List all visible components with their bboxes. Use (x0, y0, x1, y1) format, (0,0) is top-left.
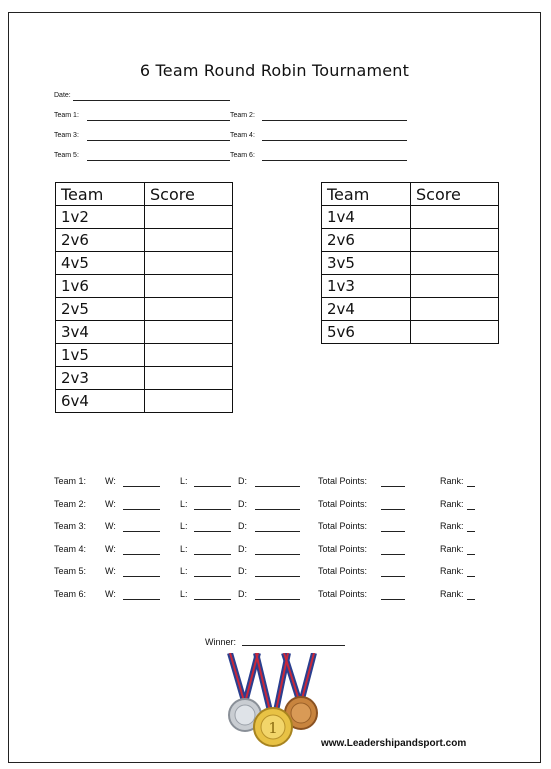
standings-team-label: Team 4: (54, 543, 87, 554)
d-field[interactable] (255, 486, 300, 487)
rank-label: Rank: (440, 566, 464, 576)
team1-label: Team 1: (54, 112, 79, 119)
total-label: Total Points: (318, 498, 368, 509)
l-label: L: (180, 543, 188, 554)
w-field[interactable] (123, 599, 160, 600)
match-row (56, 344, 233, 367)
w-field[interactable] (123, 531, 160, 532)
total-label: Total Points: (318, 543, 368, 554)
column-header-team: Team (56, 183, 145, 206)
score-cell[interactable] (145, 344, 233, 367)
score-cell[interactable] (145, 298, 233, 321)
d-field[interactable] (255, 531, 300, 532)
rank-field[interactable] (467, 509, 475, 510)
w-label: W: (105, 521, 116, 531)
website-link[interactable]: www.Leadershipandsport.com (321, 738, 467, 749)
d-field[interactable] (255, 576, 300, 577)
d-field[interactable] (255, 554, 300, 555)
w-label: W: (105, 588, 116, 599)
d-label: D: (238, 498, 247, 509)
match-label: 5v6 (322, 321, 411, 344)
match-row (56, 367, 233, 390)
medal-number: 1 (268, 719, 278, 737)
total-label: Total Points: (318, 566, 368, 576)
match-row (56, 298, 233, 321)
score-cell[interactable] (145, 390, 233, 413)
rank-label: Rank: (440, 588, 464, 599)
team4-field[interactable] (262, 140, 407, 141)
total-label: Total Points: (318, 476, 368, 486)
schedule-table-right (321, 182, 499, 344)
team1-field[interactable] (87, 120, 230, 121)
schedule-table-left (55, 182, 233, 413)
l-label: L: (180, 476, 188, 486)
score-cell[interactable] (411, 298, 499, 321)
date-field[interactable] (73, 100, 230, 101)
match-label: 1v4 (322, 206, 411, 229)
match-label: 2v4 (322, 298, 411, 321)
match-row (56, 229, 233, 252)
match-label: 1v5 (56, 344, 145, 367)
score-cell[interactable] (411, 252, 499, 275)
team6-label: Team 6: (230, 152, 255, 159)
match-label: 2v5 (56, 298, 145, 321)
total-field[interactable] (381, 554, 405, 555)
match-row (322, 206, 499, 229)
w-label: W: (105, 543, 116, 554)
rank-label: Rank: (440, 521, 464, 531)
score-cell[interactable] (411, 206, 499, 229)
rank-field[interactable] (467, 486, 475, 487)
match-label: 2v6 (322, 229, 411, 252)
match-row (56, 252, 233, 275)
match-label: 2v3 (56, 367, 145, 390)
l-label: L: (180, 566, 188, 576)
standings-team-label: Team 1: (54, 476, 87, 486)
l-field[interactable] (194, 509, 231, 510)
w-field[interactable] (123, 554, 160, 555)
score-cell[interactable] (411, 275, 499, 298)
team3-label: Team 3: (54, 132, 79, 139)
d-label: D: (238, 588, 247, 599)
l-field[interactable] (194, 554, 231, 555)
w-field[interactable] (123, 509, 160, 510)
page-title: 6 Team Round Robin Tournament (139, 61, 410, 80)
total-label: Total Points: (318, 588, 368, 599)
date-label: Date: (54, 92, 71, 99)
match-label: 1v3 (322, 275, 411, 298)
total-field[interactable] (381, 509, 405, 510)
match-label: 1v6 (56, 275, 145, 298)
column-header-team: Team (322, 183, 411, 206)
total-field[interactable] (381, 599, 405, 600)
match-label: 6v4 (56, 390, 145, 413)
match-label: 3v5 (322, 252, 411, 275)
score-cell[interactable] (145, 275, 233, 298)
column-header-score: Score (411, 183, 499, 206)
match-row (322, 275, 499, 298)
match-row (322, 298, 499, 321)
team3-field[interactable] (87, 140, 230, 141)
w-label: W: (105, 476, 116, 486)
worksheet-page (8, 12, 541, 763)
standings-team-label: Team 2: (54, 498, 87, 509)
score-cell[interactable] (145, 229, 233, 252)
match-label: 1v2 (56, 206, 145, 229)
match-row (56, 390, 233, 413)
rank-label: Rank: (440, 476, 464, 486)
score-cell[interactable] (411, 229, 499, 252)
rank-field[interactable] (467, 554, 475, 555)
score-cell[interactable] (411, 321, 499, 344)
match-row (56, 321, 233, 344)
d-label: D: (238, 566, 247, 576)
w-label: W: (105, 498, 116, 509)
l-field[interactable] (194, 599, 231, 600)
match-row (322, 321, 499, 344)
team2-label: Team 2: (230, 112, 255, 119)
match-row (56, 206, 233, 229)
match-label: 3v4 (56, 321, 145, 344)
match-row (322, 252, 499, 275)
d-field[interactable] (255, 599, 300, 600)
team2-field[interactable] (262, 120, 407, 121)
rank-field[interactable] (467, 576, 475, 577)
d-field[interactable] (255, 509, 300, 510)
winner-field[interactable] (242, 645, 345, 646)
w-field[interactable] (123, 486, 160, 487)
team5-field[interactable] (87, 160, 230, 161)
standings-team-label: Team 3: (54, 521, 87, 531)
team6-field[interactable] (262, 160, 407, 161)
medals-icon (224, 653, 324, 749)
standings-team-label: Team 5: (54, 566, 87, 576)
total-label: Total Points: (318, 521, 368, 531)
team4-label: Team 4: (230, 132, 255, 139)
l-field[interactable] (194, 531, 231, 532)
d-label: D: (238, 521, 247, 531)
w-label: W: (105, 566, 116, 576)
rank-label: Rank: (440, 498, 464, 509)
standings-team-label: Team 6: (54, 588, 87, 599)
total-field[interactable] (381, 576, 405, 577)
l-label: L: (180, 498, 188, 509)
l-field[interactable] (194, 486, 231, 487)
score-cell[interactable] (145, 321, 233, 344)
winner-label: Winner: (205, 637, 237, 647)
score-cell[interactable] (145, 367, 233, 390)
total-field[interactable] (381, 486, 405, 487)
l-label: L: (180, 521, 188, 531)
match-row (56, 275, 233, 298)
match-row (322, 229, 499, 252)
rank-field[interactable] (467, 599, 475, 600)
team5-label: Team 5: (54, 152, 79, 159)
score-cell[interactable] (145, 206, 233, 229)
l-field[interactable] (194, 576, 231, 577)
d-label: D: (238, 543, 247, 554)
l-label: L: (180, 588, 188, 599)
d-label: D: (238, 476, 247, 486)
score-cell[interactable] (145, 252, 233, 275)
column-header-score: Score (145, 183, 233, 206)
rank-label: Rank: (440, 543, 464, 554)
match-label: 2v6 (56, 229, 145, 252)
total-field[interactable] (381, 531, 405, 532)
rank-field[interactable] (467, 531, 475, 532)
w-field[interactable] (123, 576, 160, 577)
match-label: 4v5 (56, 252, 145, 275)
